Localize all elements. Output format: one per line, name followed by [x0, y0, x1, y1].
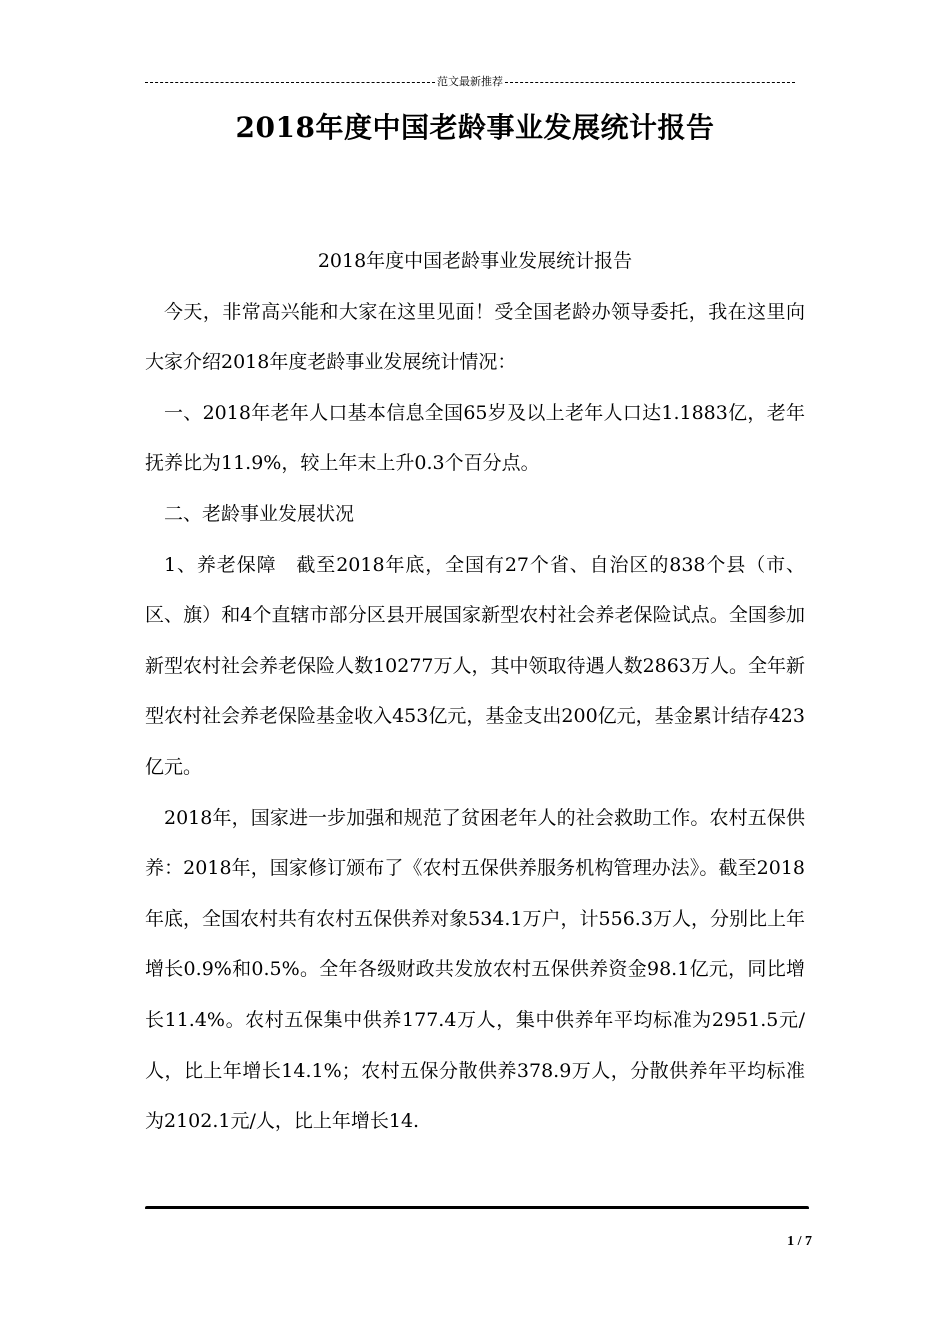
footer-rule	[145, 1206, 809, 1210]
header-dash-left	[145, 82, 435, 83]
paragraph-population: 一、2018年老年人口基本信息全国65岁及以上老年人口达1.1883亿，老年抚养比为11.9%，较上年末上升0.3个百分点。	[145, 401, 805, 475]
paragraph-social-assistance: 2018年，国家进一步加强和规范了贫困老年人的社会救助工作。农村五保供养：2018年，国家修订颁布了《农村五保供养服务机构管理办法》。截至2018年底，全国农村共有农村五保供养对象534.1万户，计556.3万人，分别比上年增长0.9%和0.5%。全年各级财政共发放农村五保供养资金98.1亿元，同比增长11.4%。农村五保集中供养177.4万人，集中供养年平均标准为2951.5元/人，比上年增长14.1%；农村五保分散供养378.9万人，分散供养年平均标准为2102.1元/人，比上年增长14.	[145, 806, 805, 1133]
page-number: 1 / 7	[787, 1234, 812, 1249]
document-body	[145, 236, 805, 1147]
document-subtitle: 2018年度中国老龄事业发展统计报告	[317, 250, 633, 272]
paragraph-section-heading: 二、老龄事业发展状况	[164, 502, 355, 525]
paragraph-pension: 1、养老保障 截至2018年底，全国有27个省、自治区的838个县（市、区、旗）和4个直辖市部分区县开展国家新型农村社会养老保险试点。全国参加新型农村社会养老保险人数10277万人，其中领取待遇人数2863万人。全年新型农村社会养老保险基金收入453亿元，基金支出200亿元，基金累计结存423亿元。	[145, 553, 805, 778]
header-label: 范文最新推荐	[437, 75, 503, 88]
header-rule	[145, 74, 795, 90]
header-dash-right	[505, 82, 795, 83]
document-title: 2018年度中国老龄事业发展统计报告	[235, 111, 715, 144]
paragraph-intro: 今天，非常高兴能和大家在这里见面！受全国老龄办领导委托，我在这里向大家介绍2018年度老龄事业发展统计情况：	[145, 300, 805, 374]
